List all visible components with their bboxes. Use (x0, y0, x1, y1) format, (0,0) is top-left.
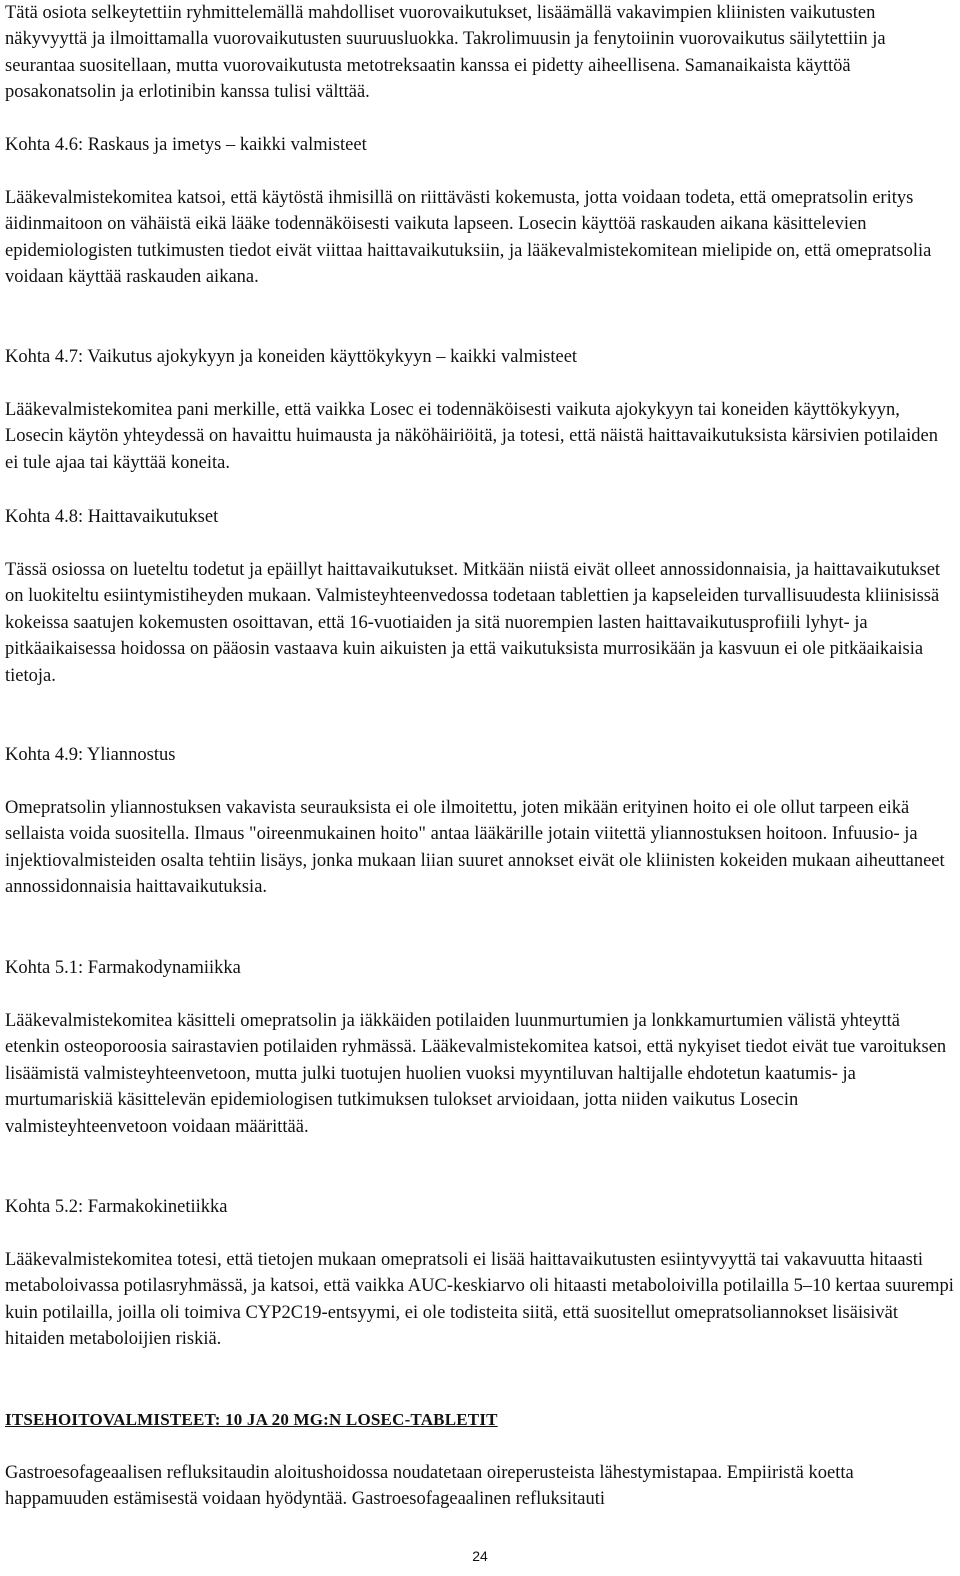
section-5-1-heading: Kohta 5.1: Farmakodynamiikka (5, 958, 241, 978)
section-4-9-heading: Kohta 4.9: Yliannostus (5, 745, 176, 765)
section-5-2-paragraph: Lääkevalmistekomitea totesi, että tietojen mukaan omepratsoli ei lisää haittavaikutusten esiintyvyyttä tai vakavuutta hitaasti metaboloivassa potilasryhmässä, ja katsoi, että vaikka AUC-keskiarvo oli hitaasti metaboloivilla potilailla 5–10 kertaa suurempi kuin potilailla, joilla oli toimiva CYP2C19-entsyymi, ei ole todisteita siitä, että suositellut omepratsoliannokset lisäisivät hitaiden metaboloijien riskiä. (5, 1250, 954, 1350)
page-number: 24 (472, 1548, 488, 1564)
section-4-7-heading: Kohta 4.7: Vaikutus ajokykyyn ja koneiden käyttökykyyn – kaikki valmisteet (5, 347, 578, 367)
section-4-6-paragraph: Lääkevalmistekomitea katsoi, että käytöstä ihmisillä on riittävästi kokemusta, jotta voidaan todeta, että omepratsolin eritys äidinmaitoon on vähäistä eikä lääke todennäköisesti vaikuta lapseen. Losecin käyttöä raskauden aikana käsittelevien epidemiologisten tutkimusten tiedot eivät viittaa haittavaikutuksiin, ja lääkevalmistekomitean mielipide on, että omepratsolia voidaan käyttää raskauden aikana. (5, 188, 932, 288)
otc-paragraph: Gastroesofageaalisen refluksitaudin aloitushoidossa noudatetaan oireperusteista lähestymistapaa. Empiiristä koetta happamuuden estämisestä voidaan hyödyntää. Gastroesofageaalinen refluksitauti (5, 1463, 854, 1510)
section-4-6-heading: Kohta 4.6: Raskaus ja imetys – kaikki valmisteet (5, 135, 367, 155)
section-4-7-paragraph: Lääkevalmistekomitea pani merkille, että vaikka Losec ei todennäköisesti vaikuta ajokykyyn tai koneiden käyttökykyyn, Losecin käytön yhteydessä on havaittu huimausta ja näköhäiriöitä, ja totesi, että näistä haittavaikutuksista kärsivien potilaiden ei tule ajaa tai käyttää koneita. (5, 400, 938, 473)
section-4-8-heading: Kohta 4.8: Haittavaikutukset (5, 507, 219, 527)
otc-products-heading: ITSEHOITOVALMISTEET: 10 JA 20 MG:N LOSEC-TABLETIT (5, 1410, 498, 1429)
section-5-2-heading: Kohta 5.2: Farmakokinetiikka (5, 1197, 228, 1217)
section-4-9-paragraph: Omepratsolin yliannostuksen vakavista seurauksista ei ole ilmoitettu, joten mikään erityinen hoito ei ole ollut tarpeen eikä sellaista voida suositella. Ilmaus "oireenmukainen hoito" antaa lääkärille jotain viitettä yliannostuksen hoitoon. Infuusio- ja injektiovalmisteiden osalta tehtiin lisäys, jonka mukaan liian suuret annokset eivät ole kliinisten kokeiden mukaan aiheuttaneet annossidonnaisia haittavaikutuksia. (5, 798, 945, 898)
intro-paragraph: Tätä osiota selkeytettiin ryhmittelemällä mahdolliset vuorovaikutukset, lisäämällä vakavimpien kliinisten vaikutusten näkyvyyttä ja ilmoittamalla vuorovaikutusten suuruusluokka. Takrolimuusin ja fenytoiinin vuorovaikutus säilytettiin ja seurantaa suositellaan, mutta vuorovaikutusta metotreksaatin kanssa ei pidetty aiheellisena. Samanaikaista käyttöä posakonatsolin ja erlotinibin kanssa tulisi välttää. (5, 3, 886, 103)
section-5-1-paragraph: Lääkevalmistekomitea käsitteli omepratsolin ja iäkkäiden potilaiden luunmurtumien ja lonkkamurtumien välistä yhteyttä etenkin osteoporoosia sairastavien potilaiden ryhmässä. Lääkevalmistekomitea katsoi, että nykyiset tiedot eivät tue varoituksen lisäämistä valmisteyhteenvetoon, mutta julki tuotujen huolien vuoksi myyntiluvan haltijalle ehdotetun kaatumis- ja murtumariskiä käsittelevän epidemiologisen tutkimuksen tulokset arvioidaan, jotta niiden vaikutus Losecin valmisteyhteenvetoon voidaan määrittää. (5, 1011, 947, 1137)
section-4-8-paragraph: Tässä osiossa on lueteltu todetut ja epäillyt haittavaikutukset. Mitkään niistä eivät olleet annossidonnaisia, ja haittavaikutukset on luokiteltu esiintymistiheyden mukaan. Valmisteyhteenvedossa todetaan tablettien ja kapseleiden turvallisuudesta kliinisissä kokeissa saatujen kokemusten osoittavan, että 16-vuotiaiden ja sitä nuorempien lasten haittavaikutusprofiili lyhyt- ja pitkäaikaisessa hoidossa on pääosin vastaava kuin aikuisten ja että vaikutuksista murrosikään ja kasvuun ei ole pitkäaikaisia tietoja. (5, 560, 941, 686)
